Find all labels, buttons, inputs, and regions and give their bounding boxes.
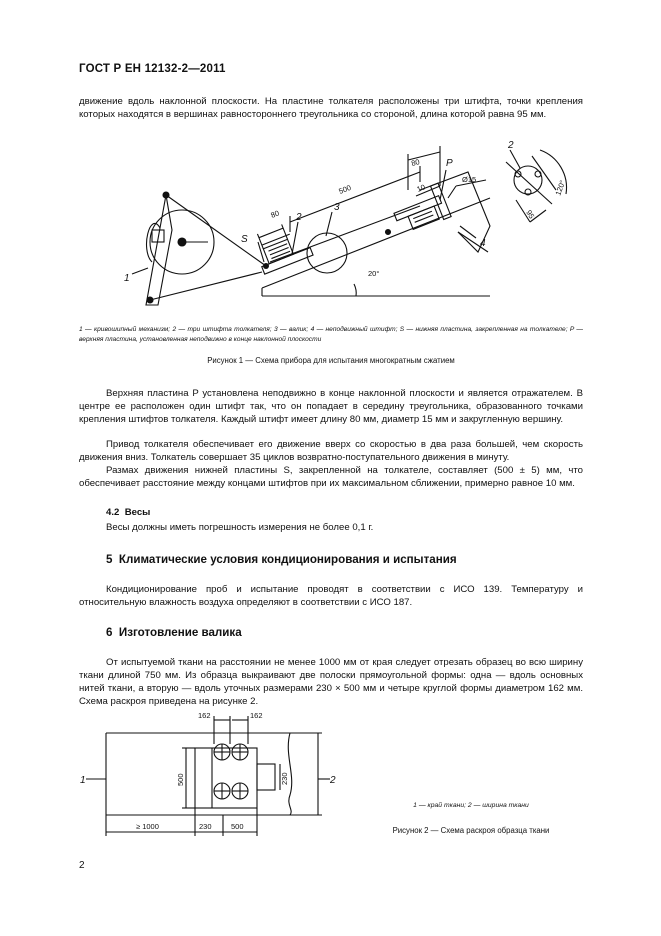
fig2-label-1: 1 [80,775,86,786]
fig1-label-2: 2 [296,212,302,223]
section-4-2-title: Весы [124,507,151,518]
figure-2-legend: 1 — край ткани; 2 — ширина ткани [413,802,529,809]
fig1-dim-500: 500 [337,182,353,196]
fig1-angle-120: 120° [553,179,568,197]
paragraph-2: Верхняя пластина P установлена неподвижно в конце наклонной плоскости и является отражателем. В центре ее расположен один штифт так, что он попадает в середину треугольника, образованного точками крепления штифтов толкателя. Каждый штифт имеет длину 80 мм, диаметр 15 мм и закругленную вершину. [79,388,583,425]
strip-1 [195,748,257,808]
figure-1-legend: 1 — кривошипный механизм; 2 — три штифта толкателя; 3 — валик; 4 — неподвижный штифт; S — нижняя пластина, закрепленная на толкателе; P — верхняя пластина, установленная неподвижно в конце наклонной плоскости [79,326,583,343]
fig1-label-4: 4 [480,238,486,249]
inclined-plane [262,198,490,288]
fig1-dim-d15: Ø15 [462,175,477,184]
section-6-number: 6 [106,626,113,639]
paragraph-3: Привод толкателя обеспечивает его движение вверх со скоростью в два раза большей, чем скорость движения вниз. Толкатель совершает 35 циклов возвратно-поступательного движения в минуту. [79,439,583,463]
fig1-dim-80-upper: 80 [410,157,421,168]
paragraph-5: Весы должны иметь погрешность измерения не более 0,1 г. [106,522,374,533]
fig2-dim-500-horizontal: 500 [231,822,244,831]
section-4-2-number: 4.2 [106,507,120,518]
standard-code-header: ГОСТ Р ЕН 12132-2—2011 [79,63,226,75]
strip-2 [257,764,275,790]
paragraph-7: От испытуемой ткани на расстоянии не менее 1000 мм от края следует отрезать образец во всю ширину ткани длиной 750 мм. Из образца выкраивают две полоски прямоугольной формы: одна — вдоль основных нитей ткани, а вторую — вдоль уточных размерами 230 × 500 мм и четыре круглой формы диаметром 162 мм. Схема раскроя приведена на рисунке 2. [79,657,583,707]
fig2-dim-162-right: 162 [250,711,263,720]
fig1-label-2-detail: 2 [508,140,514,151]
figure-1-caption: Рисунок 1 — Схема прибора для испытания многократным сжатием [207,356,455,365]
fig1-dim-10: 10 [415,182,427,194]
fig2-dim-500-vertical: 500 [176,773,185,786]
fig1-dim-80-lower: 80 [269,208,281,220]
circle-2 [232,744,248,760]
section-5-title: Климатические условия кондиционирования и испытания [118,553,457,566]
fig1-label-1: 1 [124,273,130,284]
pin-triangle-detail [514,166,542,194]
crank-wheel [150,210,214,274]
fig1-label-p: P [446,158,453,169]
fig1-label-3: 3 [334,202,340,213]
section-5-number: 5 [106,553,113,566]
section-6-title: Изготовление валика [118,626,242,639]
fig2-dim-230-horizontal: 230 [199,822,212,831]
fig1-label-s: S [241,234,248,245]
circle-4 [232,783,248,799]
circle-1 [214,744,230,760]
section-6-heading [106,626,242,639]
fig2-dim-162-left: 162 [198,711,211,720]
paragraph-6: Кондиционирование проб и испытание проводят в соответствии с ИСО 139. Температуру и относительную влажность воздуха определяют в соответствии с ИСО 187. [79,584,583,608]
figure-2-caption: Рисунок 2 — Схема раскроя образца ткани [392,826,550,835]
section-5-heading [106,553,457,566]
roller [307,233,347,273]
fig2-dim-230-vertical: 230 [280,772,289,785]
paragraph-1: движение вдоль наклонной плоскости. На пластине толкателя расположены три штифта, точки крепления которых находятся в вершинах равностороннего треугольника со стороной, длина которой равна 95 мм. [79,96,583,120]
fig1-angle-20: 20° [368,269,380,278]
page-number: 2 [79,860,85,871]
section-4-2-heading [106,507,150,518]
fig2-label-2: 2 [330,775,336,786]
fig1-dim-95: 95 [524,208,537,221]
paragraph-4: Размах движения нижней пластины S, закрепленной на толкателе, составляет (500 ± 5) мм, что обеспечивает расстояние между концами штифтов при их максимальном сближении, примерно равное 10 мм. [79,465,583,489]
fig2-dim-1000: ≥ 1000 [136,822,159,831]
circle-3 [214,783,230,799]
